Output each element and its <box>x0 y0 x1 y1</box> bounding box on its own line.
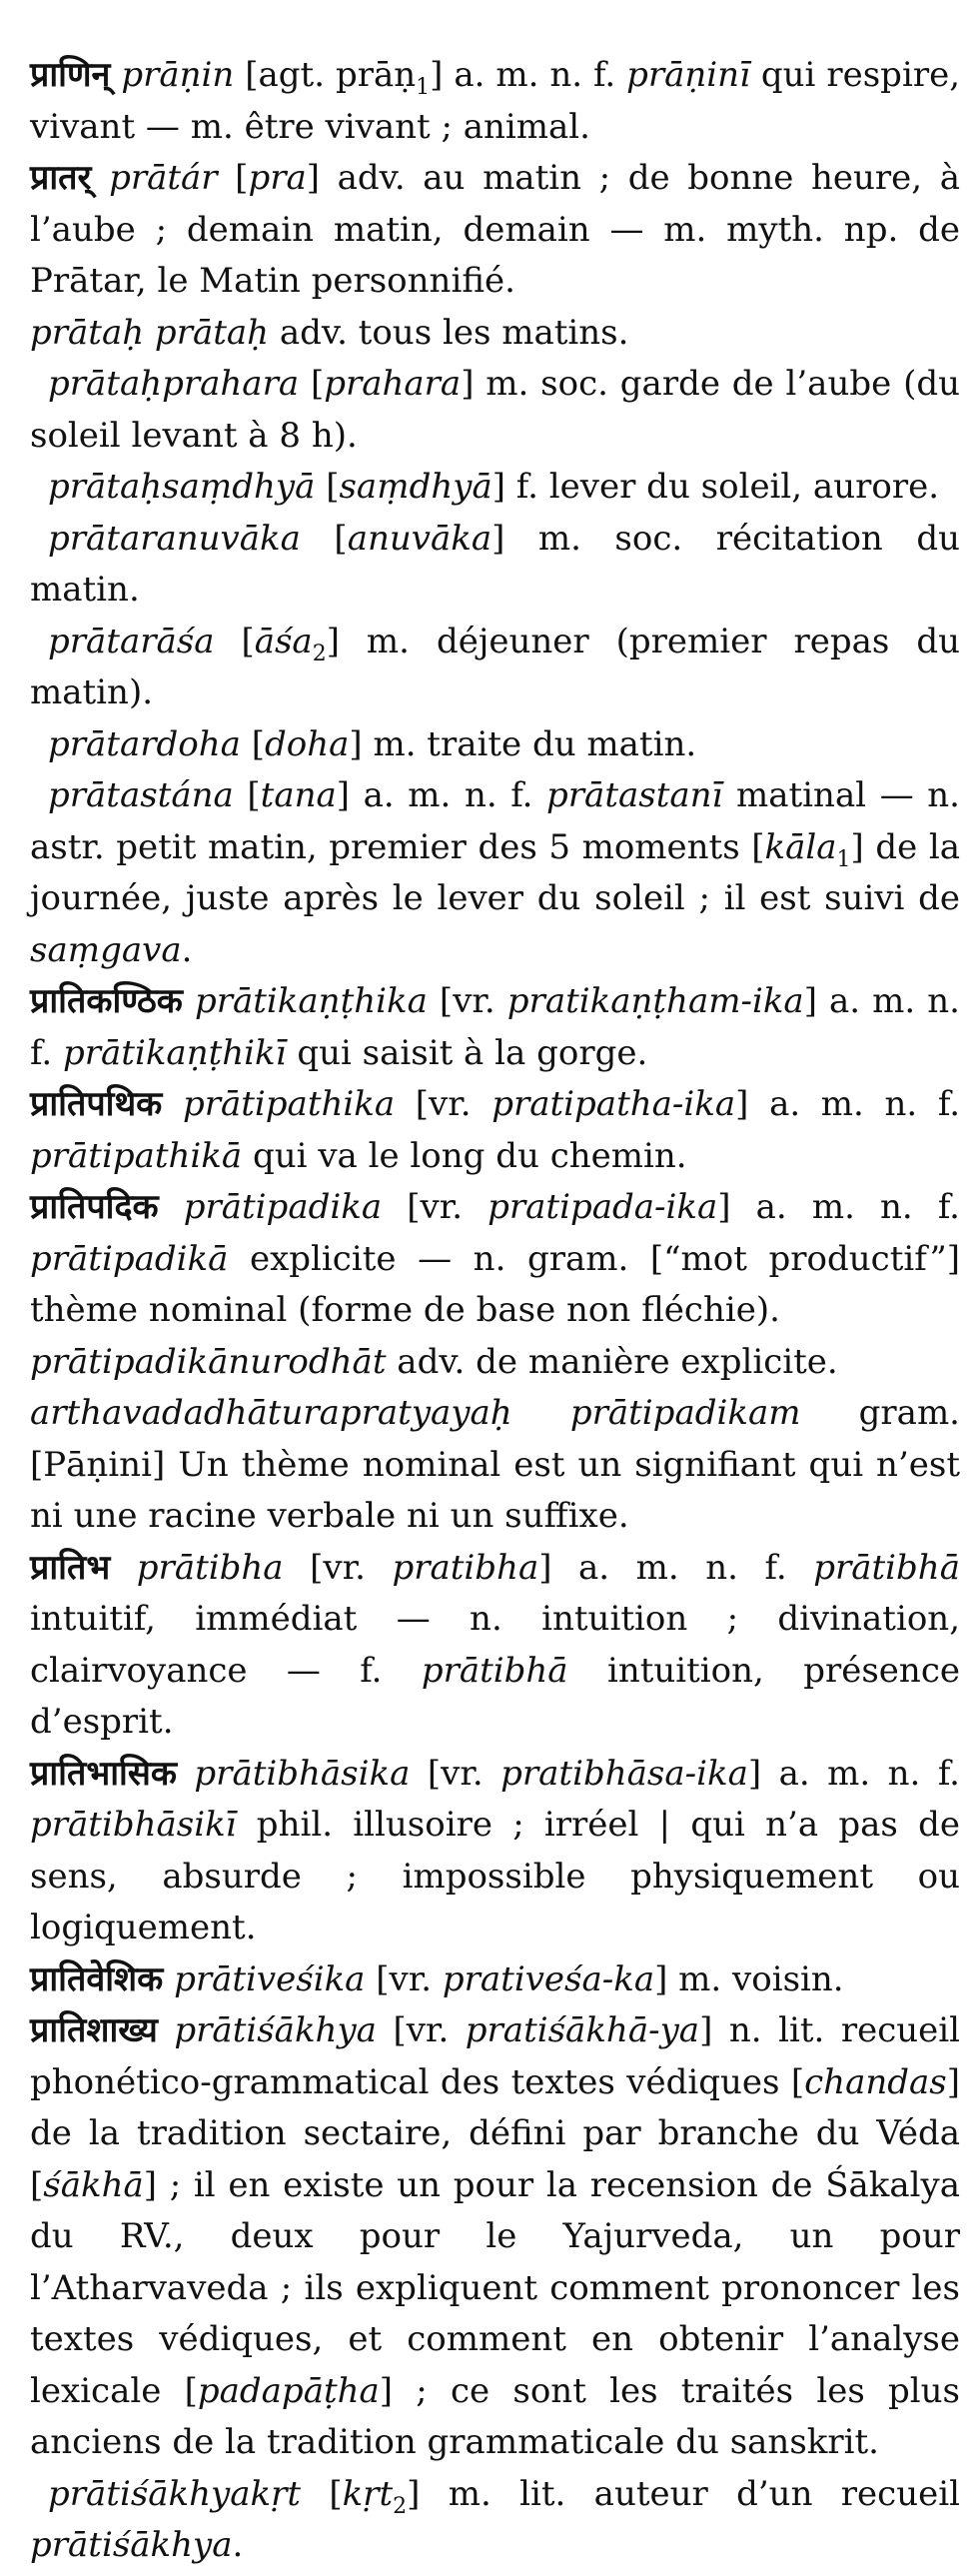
transliteration: prātipadikānurodhāt <box>30 1341 387 1382</box>
dictionary-entry <box>30 976 960 1079</box>
transliteration: prātaḥprahara <box>48 364 300 404</box>
transliteration: prātiśākhyakṛt <box>48 2473 302 2514</box>
definition-text: ] ; il en existe un pour la recension de Śākalya du RV., deux pour le Yajurveda, un pour l’Atharvaveda ; ils expliquent comment prononcer les textes védiques, et comment en obtenir l’analyse lexicale [ <box>30 2164 960 2411</box>
definition-text <box>177 1754 194 1794</box>
transliteration: prāṇin <box>121 55 235 95</box>
transliteration: prātibhāsikī <box>30 1805 237 1845</box>
transliteration: śākhā <box>43 2164 144 2205</box>
definition-text <box>159 1187 184 1227</box>
definition-text: intuition, présence d’esprit. <box>30 1650 960 1742</box>
transliteration: pratibhāsa-ika <box>500 1753 748 1794</box>
transliteration: saṃgava <box>30 929 182 970</box>
transliteration: padapāṭha <box>197 2370 380 2411</box>
dictionary-entry <box>30 1079 960 1182</box>
transliteration: prātikaṇṭhikī <box>63 1032 287 1073</box>
transliteration: kāla <box>764 826 837 867</box>
definition-text: prāṇ <box>335 55 417 95</box>
definition-text: [ <box>233 775 261 815</box>
definition-text: ] a. m. n. f. <box>430 55 627 95</box>
definition-text: ] f. lever du soleil, aurore. <box>491 467 939 507</box>
sub-entry <box>30 770 960 976</box>
definition-text: ] a. m. n. f. <box>538 1547 814 1588</box>
headword-devanagari: प्रातिवेशिक <box>30 1958 164 1999</box>
definition-text: . <box>181 929 193 970</box>
sub-entry <box>30 719 960 771</box>
transliteration: pratiśākhā-ya <box>465 2010 700 2050</box>
transliteration: anuvāka <box>347 518 492 559</box>
definition-text: ] m. déjeuner (premier repas du matin). <box>30 621 960 712</box>
definition-text <box>110 1548 137 1588</box>
definition-text <box>183 981 195 1021</box>
definition-text: [ <box>240 723 265 764</box>
definition-text: gram. [Pāṇini] Un thème nominal est un signifiant qui n’est ni une racine verbale ni un suffixe. <box>30 1393 960 1536</box>
definition-text: [ <box>300 518 348 559</box>
dictionary-entry <box>30 1182 960 1337</box>
transliteration: prātipadika <box>183 1187 383 1227</box>
definition-text: [ <box>315 467 340 507</box>
sub-entry <box>30 359 960 462</box>
transliteration: doha <box>264 723 350 764</box>
definition-text: qui respire, vivant — m. être vivant ; animal. <box>30 55 960 147</box>
homonym-index: 1 <box>416 74 431 100</box>
transliteration: prātiśākhya <box>174 2010 377 2050</box>
definition-text: [vr. <box>410 1753 501 1794</box>
dictionary-entry <box>30 2005 960 2469</box>
transliteration: prātibhā <box>813 1547 960 1588</box>
dictionary-entry <box>30 50 960 153</box>
transliteration: āśa <box>254 621 313 661</box>
definition-text: adv. tous les matins. <box>269 312 629 353</box>
definition-text <box>91 158 109 198</box>
headword-devanagari: प्रातिशाख्य <box>30 2010 158 2050</box>
sub-entry <box>30 617 960 719</box>
transliteration: prātibhā <box>421 1650 568 1691</box>
transliteration: prātibhāsika <box>194 1753 411 1794</box>
homonym-index: 1 <box>836 846 851 872</box>
definition-text: ] m. voisin. <box>654 1958 844 1999</box>
dictionary-entry <box>30 153 960 308</box>
homonym-index: 2 <box>312 641 327 666</box>
definition-text: ] de la journée, juste après le lever du soleil ; il est suivi de <box>30 826 960 918</box>
dictionary-entry <box>30 308 960 360</box>
transliteration: prātiveśika <box>174 1958 366 1999</box>
transliteration: pratipada-ika <box>488 1187 718 1227</box>
definition-text: [ <box>214 621 255 661</box>
headword-devanagari: प्रातिभासिक <box>30 1753 177 1794</box>
transliteration: prāṇinī <box>626 55 750 95</box>
transliteration: prātipathika <box>182 1084 396 1124</box>
definition-text: ] m. soc. garde de l’aube (du soleil levant à 8 h). <box>30 364 960 456</box>
transliteration: pra <box>248 158 307 198</box>
headword-devanagari: प्रातिपदिक <box>30 1187 159 1227</box>
definition-text: ] ; ce sont les traités les plus anciens de la tradition grammaticale du sanskrit. <box>30 2370 960 2462</box>
definition-text <box>162 1084 183 1124</box>
definition-text: qui va le long du chemin. <box>242 1135 687 1176</box>
transliteration: prātikaṇṭhika <box>194 981 428 1021</box>
definition-text: [ <box>217 158 249 198</box>
definition-text: ] n. lit. recueil phonético-grammatical des textes védiques [ <box>30 2010 960 2102</box>
transliteration: chandas <box>804 2061 947 2102</box>
dictionary-entry <box>30 1337 960 1389</box>
definition-text: ] a. m. n. f. <box>747 1753 960 1794</box>
dictionary-entry <box>30 1954 960 2006</box>
transliteration: prātipathikā <box>30 1135 243 1176</box>
definition-text: [vr. <box>395 1084 492 1124</box>
dictionary-entry <box>30 1749 960 1954</box>
transliteration: prātibha <box>136 1547 284 1588</box>
definition-text: ] m. soc. récitation du matin. <box>30 518 960 610</box>
transliteration: prātaḥsaṃdhyā <box>48 467 316 507</box>
transliteration: prātaḥ prātaḥ <box>30 312 270 353</box>
definition-text: [vr. <box>283 1547 393 1588</box>
transliteration: prātár <box>109 158 218 198</box>
headword-devanagari: प्रातर् <box>30 158 92 198</box>
definition-text: [agt. <box>234 55 336 95</box>
sub-entry <box>30 2469 960 2572</box>
definition-text: [ <box>299 364 325 404</box>
transliteration: tana <box>260 775 337 815</box>
sub-entry <box>30 462 960 514</box>
transliteration: prātarāśa <box>48 621 215 661</box>
definition-text: phil. illusoire ; irréel | qui n’a pas de sens, absurde ; impossible physiquement ou logiquement. <box>30 1805 960 1947</box>
definition-text: ] m. lit. auteur d’un recueil <box>407 2473 960 2514</box>
definition-text: [vr. <box>376 2010 466 2050</box>
definition-text: [vr. <box>365 1958 443 1999</box>
sub-entry <box>30 514 960 617</box>
definition-text: explicite — n. gram. [“mot productif”] thème nominal (forme de base non fléchie). <box>30 1238 960 1330</box>
definition-text: intuitif, immédiat — n. intuition ; divination, clairvoyance — f. <box>30 1599 960 1691</box>
transliteration: prātastána <box>48 775 234 815</box>
definition-text <box>110 55 121 95</box>
homonym-index: 2 <box>393 2493 408 2519</box>
dictionary-entry <box>30 1543 960 1749</box>
transliteration: pratibha <box>392 1547 539 1588</box>
transliteration: prātipadikā <box>30 1238 229 1279</box>
definition-text: ] adv. au matin ; de bonne heure, à l’aube ; demain matin, demain — m. myth. np. de Prātar, le Matin personnifié. <box>30 158 960 301</box>
definition-text: ] a. m. n. f. <box>717 1187 960 1227</box>
transliteration: prativeśa-ka <box>442 1958 655 1999</box>
transliteration: prātaranuvāka <box>48 518 301 559</box>
transliteration: pratikaṇṭham-ika <box>506 981 804 1021</box>
definition-text: ] a. m. n. f. <box>336 775 547 815</box>
definition-text: adv. de manière explicite. <box>386 1341 838 1382</box>
definition-text: [vr. <box>382 1187 489 1227</box>
transliteration: pratipatha-ika <box>491 1084 736 1124</box>
transliteration: kṛt <box>342 2473 394 2514</box>
headword-devanagari: प्रातिपथिक <box>30 1084 163 1124</box>
dictionary-entry <box>30 1388 960 1543</box>
headword-devanagari: प्राणिन् <box>30 55 111 95</box>
definition-text: ] a. m. n. f. <box>30 981 960 1073</box>
definition-text: [ <box>301 2473 343 2514</box>
transliteration: prātastanī <box>546 775 723 815</box>
headword-devanagari: प्रातिकण्ठिक <box>30 981 183 1021</box>
transliteration: prahara <box>324 364 462 404</box>
definition-text <box>158 2010 175 2050</box>
definition-text: ] de la tradition sectaire, défini par branche du Véda [ <box>30 2061 960 2205</box>
definition-text: . <box>232 2525 244 2565</box>
definition-text: ] a. m. n. f. <box>735 1084 961 1124</box>
definition-text: qui saisit à la gorge. <box>286 1032 648 1073</box>
transliteration: prātiśākhya <box>30 2525 233 2565</box>
transliteration: prātardoha <box>48 723 241 764</box>
headword-devanagari: प्रातिभ <box>30 1547 111 1588</box>
definition-text: matinal — n. astr. petit matin, premier des 5 moments [ <box>30 775 960 867</box>
definition-text <box>163 1959 174 1999</box>
transliteration: saṃdhyā <box>339 467 492 507</box>
definition-text: [vr. <box>427 981 507 1021</box>
transliteration: arthavadadhāturapratyayaḥ prātipadikam <box>30 1393 801 1433</box>
definition-text: ] m. traite du matin. <box>349 723 697 764</box>
